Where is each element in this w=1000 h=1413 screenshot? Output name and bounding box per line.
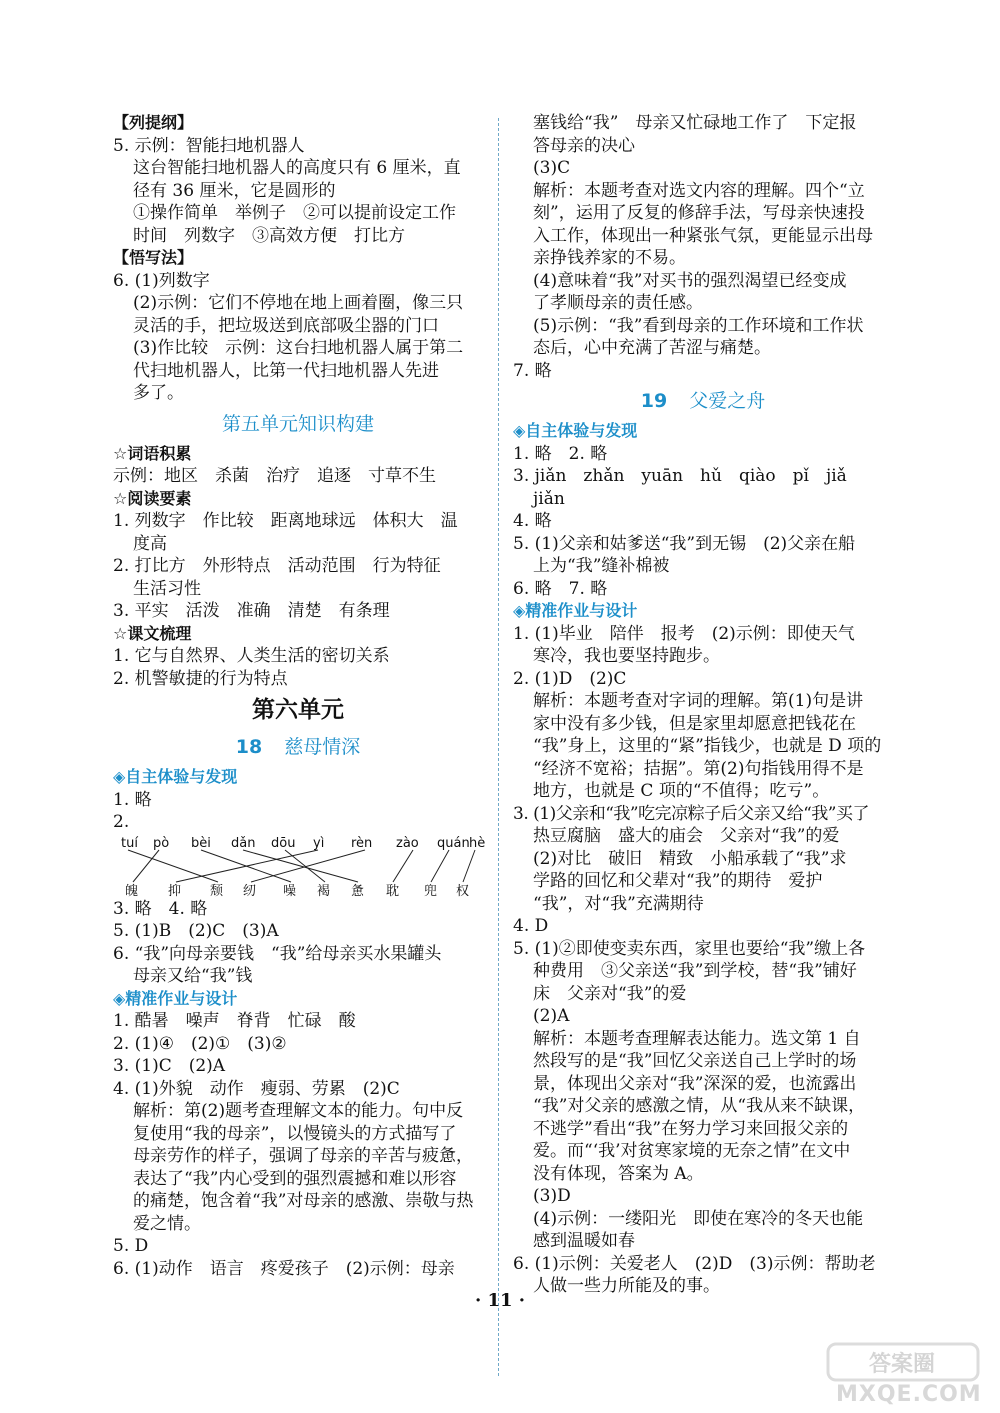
answer-line: (3)C — [533, 158, 571, 178]
answer-line: 1. 酷暑 噪声 脊背 忙碌 酸 — [113, 1011, 356, 1031]
pinyin-item: bèi — [191, 835, 211, 851]
analysis-line: 解析：第(2)题考查理解文本的能力。句中反 — [133, 1101, 464, 1121]
answer-line: 7. 略 — [513, 360, 552, 381]
answer-line: 学路的回忆和父辈对“我”的期待 爱护 — [533, 871, 823, 891]
answer-line: 6. “我”向母亲要钱 “我”给母亲买水果罐头 — [113, 943, 442, 964]
answer-line: 4. (1)外貌 动作 瘦弱、劳累 (2)C — [113, 1078, 400, 1099]
analysis-line: 入工作，体现出一种紧张气氛，更能显示出母 — [533, 225, 873, 246]
pinyin-item: tuí — [121, 835, 138, 851]
answer-line: 5. (1)②即使变卖东西，家里也要给“我”缴上各 — [513, 938, 866, 959]
answer-line: 示例：地区 杀菌 治疗 追逐 寸草不生 — [113, 466, 436, 486]
answer-line: 种费用 ③父亲送“我”到学校，替“我”铺好 — [533, 961, 857, 981]
hanzi-item: 权 — [456, 883, 470, 899]
answer-line: 5. 示例：智能扫地机器人 — [113, 135, 305, 156]
answer-line: (2)示例：它们不停地在地上画着圈，像三只 — [133, 293, 464, 313]
answer-line: 态后，心中充满了苦涩与痛楚。 — [533, 338, 771, 358]
answer-line: 6. (1)动作 语言 疼爱孩子 (2)示例：母亲 — [113, 1258, 455, 1279]
pinyin-item: dǎn — [231, 835, 256, 851]
watermark-text: MXQE.COM — [836, 1382, 982, 1407]
pinyin-item: hè — [469, 835, 486, 851]
lesson-number: 19 — [640, 390, 668, 412]
section-label: ☆阅读要素 — [113, 488, 192, 508]
subsection-label: ◈自主体验与发现 — [513, 421, 638, 440]
pinyin-matching-exercise — [113, 835, 486, 899]
analysis-line: 解析：本题考查对选文内容的理解。四个“立 — [533, 180, 865, 201]
answer-line: 2. 打比方 外形特点 活动范围 行为特征 — [113, 556, 441, 576]
answer-line: 5. (1)B (2)C (3)A — [113, 921, 279, 941]
page-number: · 11 · — [474, 1290, 526, 1311]
hanzi-item: 兜 — [424, 883, 438, 899]
hanzi-item: 耽 — [386, 883, 400, 899]
analysis-line: 刻”，运用了反复的修辞手法，写母亲快速投 — [533, 203, 865, 223]
answer-line: 3. 平实 活泼 准确 清楚 有条理 — [113, 601, 390, 621]
answer-line: 感到温暖如春 — [533, 1231, 635, 1251]
hanzi-item: 颓 — [210, 883, 224, 899]
answer-line: 多了。 — [133, 383, 184, 403]
column-divider — [498, 118, 499, 1376]
analysis-line: “我”身上，这里的“紧”指钱少，也就是 D 项的 — [533, 736, 882, 756]
watermark-logo-text: 答案圈 — [868, 1352, 936, 1377]
hanzi-item: 褐 — [317, 883, 331, 899]
hanzi-item: 噪 — [283, 883, 297, 899]
answer-line: 5. (1)父亲和姑爹送“我”到无锡 (2)父亲在船 — [513, 533, 856, 554]
lesson-title: 父爱之舟 — [689, 390, 766, 412]
answer-line: (2)A — [533, 1006, 570, 1026]
answer-line: 1. 列数字 作比较 距离地球远 体积大 温 — [113, 511, 458, 531]
answer-line: 6. 略 7. 略 — [513, 578, 608, 599]
answer-line: jiǎn — [533, 488, 565, 509]
answer-line: 灵活的手，把垃圾送到底部吸尘器的门口 — [133, 315, 439, 336]
pinyin-item: pò — [153, 835, 170, 851]
answer-line: ①操作简单 举例子 ②可以提前设定工作 — [133, 203, 456, 223]
answer-line: 3. 略 4. 略 — [113, 898, 208, 919]
answer-line: 6. (1)示例：关爱老人 (2)D (3)示例：帮助老 — [513, 1253, 876, 1274]
hanzi-item: 纫 — [243, 883, 257, 899]
analysis-line: 家中没有多少钱，但是家里却愿意把钱花在 — [533, 713, 856, 734]
answer-line: 度高 — [133, 533, 167, 554]
pinyin-item: yì — [313, 835, 325, 851]
right-column — [513, 112, 893, 1298]
pinyin-item: quán — [437, 835, 470, 851]
answer-line: (3)作比较 示例：这台扫地机器人属于第二 — [133, 338, 464, 358]
hanzi-item: 魄 — [125, 883, 139, 899]
left-column — [113, 112, 486, 1280]
answer-line: 代扫地机器人，比第一代扫地机器人先进 — [133, 360, 439, 381]
pinyin-item: zào — [396, 835, 419, 851]
answer-line: 1. 略 — [113, 789, 152, 810]
answer-line: 4. 略 — [513, 511, 552, 531]
answer-line: 床 父亲对“我”的爱 — [533, 983, 687, 1004]
analysis-line: 解析：本题考查理解表达能力。选文第 1 自 — [533, 1028, 861, 1049]
answer-line: 了孝顺母亲的责任感。 — [533, 293, 703, 313]
pinyin-item: rèn — [351, 835, 373, 851]
lesson18-heading — [113, 732, 483, 762]
answer-line: 上为“我”缝补棉被 — [533, 556, 670, 576]
unit6-heading: 第六单元 — [252, 697, 344, 723]
answer-line: 2. (1)D (2)C — [513, 668, 627, 689]
analysis-line: 的痛楚，饱含着“我”对母亲的感激、崇敬与热 — [133, 1191, 474, 1211]
subsection-label: ◈精准作业与设计 — [513, 601, 638, 620]
answer-line: 时间 列数字 ③高效方便 打比方 — [133, 225, 405, 246]
section-label: ☆课文梳理 — [113, 623, 192, 643]
answer-line: 2. — [113, 812, 130, 832]
answer-line: 3. (1)父亲和“我”吃完凉粽子后父亲又给“我”买了 — [513, 803, 869, 824]
pinyin-item: dōu — [271, 835, 296, 851]
answer-line: (3)D — [533, 1186, 571, 1206]
answer-line: 3. jiǎn zhǎn yuān hǔ qiào pǐ jiǎ — [513, 466, 847, 486]
analysis-line: 爱。而“‘我’对贫寒家境的无奈之情”在文中 — [533, 1141, 851, 1161]
answer-line: 径有 36 厘米，它是圆形的 — [133, 180, 336, 201]
answer-line: 生活习性 — [133, 578, 201, 599]
subsection-label: ◈精准作业与设计 — [113, 988, 238, 1008]
lesson-number: 18 — [235, 736, 263, 758]
hanzi-item: 惫 — [351, 883, 365, 899]
answer-line: 2. 机警敏捷的行为特点 — [113, 668, 288, 689]
answer-line: 塞钱给“我” 母亲又忙碌地工作了 下定报 — [533, 113, 857, 133]
section-label: 【悟写法】 — [113, 248, 194, 267]
answer-line: 4. D — [513, 916, 549, 936]
answer-line: (4)意味着“我”对买书的强烈渴望已经变成 — [533, 270, 847, 291]
answer-line: 1. 它与自然界、人类生活的密切关系 — [113, 646, 390, 666]
answer-line: (4)示例：一缕阳光 即使在寒冷的冬天也能 — [533, 1208, 864, 1229]
analysis-line: 没有体现，答案为 A。 — [533, 1163, 704, 1184]
subsection-label: ◈自主体验与发现 — [113, 767, 238, 786]
section-label: 【列提纲】 — [113, 113, 194, 132]
answer-line: 1. (1)毕业 陪伴 报考 (2)示例：即使天气 — [513, 623, 855, 644]
hanzi-item: 抑 — [168, 883, 182, 899]
lesson19-heading — [513, 386, 893, 416]
analysis-line: 解析：本题考查对字词的理解。第(1)句是讲 — [533, 691, 864, 711]
answer-line: 热豆腐脑 盛大的庙会 父亲对“我”的爱 — [533, 826, 840, 846]
answer-line: 6. (1)列数字 — [113, 270, 210, 291]
analysis-line: 表达了“我”内心受到的强烈震撼和难以形容 — [133, 1168, 457, 1189]
lesson-title: 慈母情深 — [284, 736, 361, 758]
answer-line: 1. 略 2. 略 — [513, 443, 608, 464]
section-label: ☆词语积累 — [113, 443, 192, 463]
analysis-line: “我”对父亲的感激之情，从“我从来不缺课， — [533, 1096, 866, 1116]
analysis-line: 母亲劳作的样子，强调了母亲的辛苦与疲惫， — [133, 1146, 473, 1166]
answer-line: 3. (1)C (2)A — [113, 1056, 226, 1076]
analysis-line: 地方，也就是 C 项的“不值得；吃亏”。 — [533, 781, 830, 801]
answer-line: 寒冷，我也要坚持跑步。 — [533, 646, 720, 666]
analysis-line: “经济不宽裕；拮据”。第(2)句指钱用得不是 — [533, 758, 864, 779]
answer-line: 2. (1)④ (2)① (3)② — [113, 1033, 287, 1054]
answer-line: “我”，对“我”充满期待 — [533, 893, 704, 914]
answer-line: 人做一些力所能及的事。 — [533, 1276, 720, 1296]
answer-line: (2)对比 破旧 精致 小船承载了“我”求 — [533, 848, 847, 869]
analysis-line: 景，体现出父亲对“我”深深的爱，也流露出 — [533, 1073, 857, 1094]
analysis-line: 然段写的是“我”回忆父亲送自己上学时的场 — [533, 1051, 857, 1071]
analysis-line: 复使用“我的母亲”，以慢镜头的方式描写了 — [133, 1123, 457, 1144]
answer-line: (5)示例：“我”看到母亲的工作环境和工作状 — [533, 315, 864, 336]
answer-line: 答母亲的决心 — [533, 135, 635, 156]
unit5-heading: 第五单元知识构建 — [221, 412, 374, 435]
answer-line: 这台智能扫地机器人的高度只有 6 厘米，直 — [133, 158, 461, 178]
analysis-line: 不逃学”看出“我”在努力学习来回报父亲的 — [533, 1118, 849, 1139]
analysis-line: 爱之情。 — [133, 1213, 201, 1234]
answer-line: 5. D — [113, 1236, 149, 1256]
analysis-line: 亲挣钱养家的不易。 — [533, 248, 686, 268]
answer-line: 母亲又给“我”钱 — [133, 966, 253, 986]
